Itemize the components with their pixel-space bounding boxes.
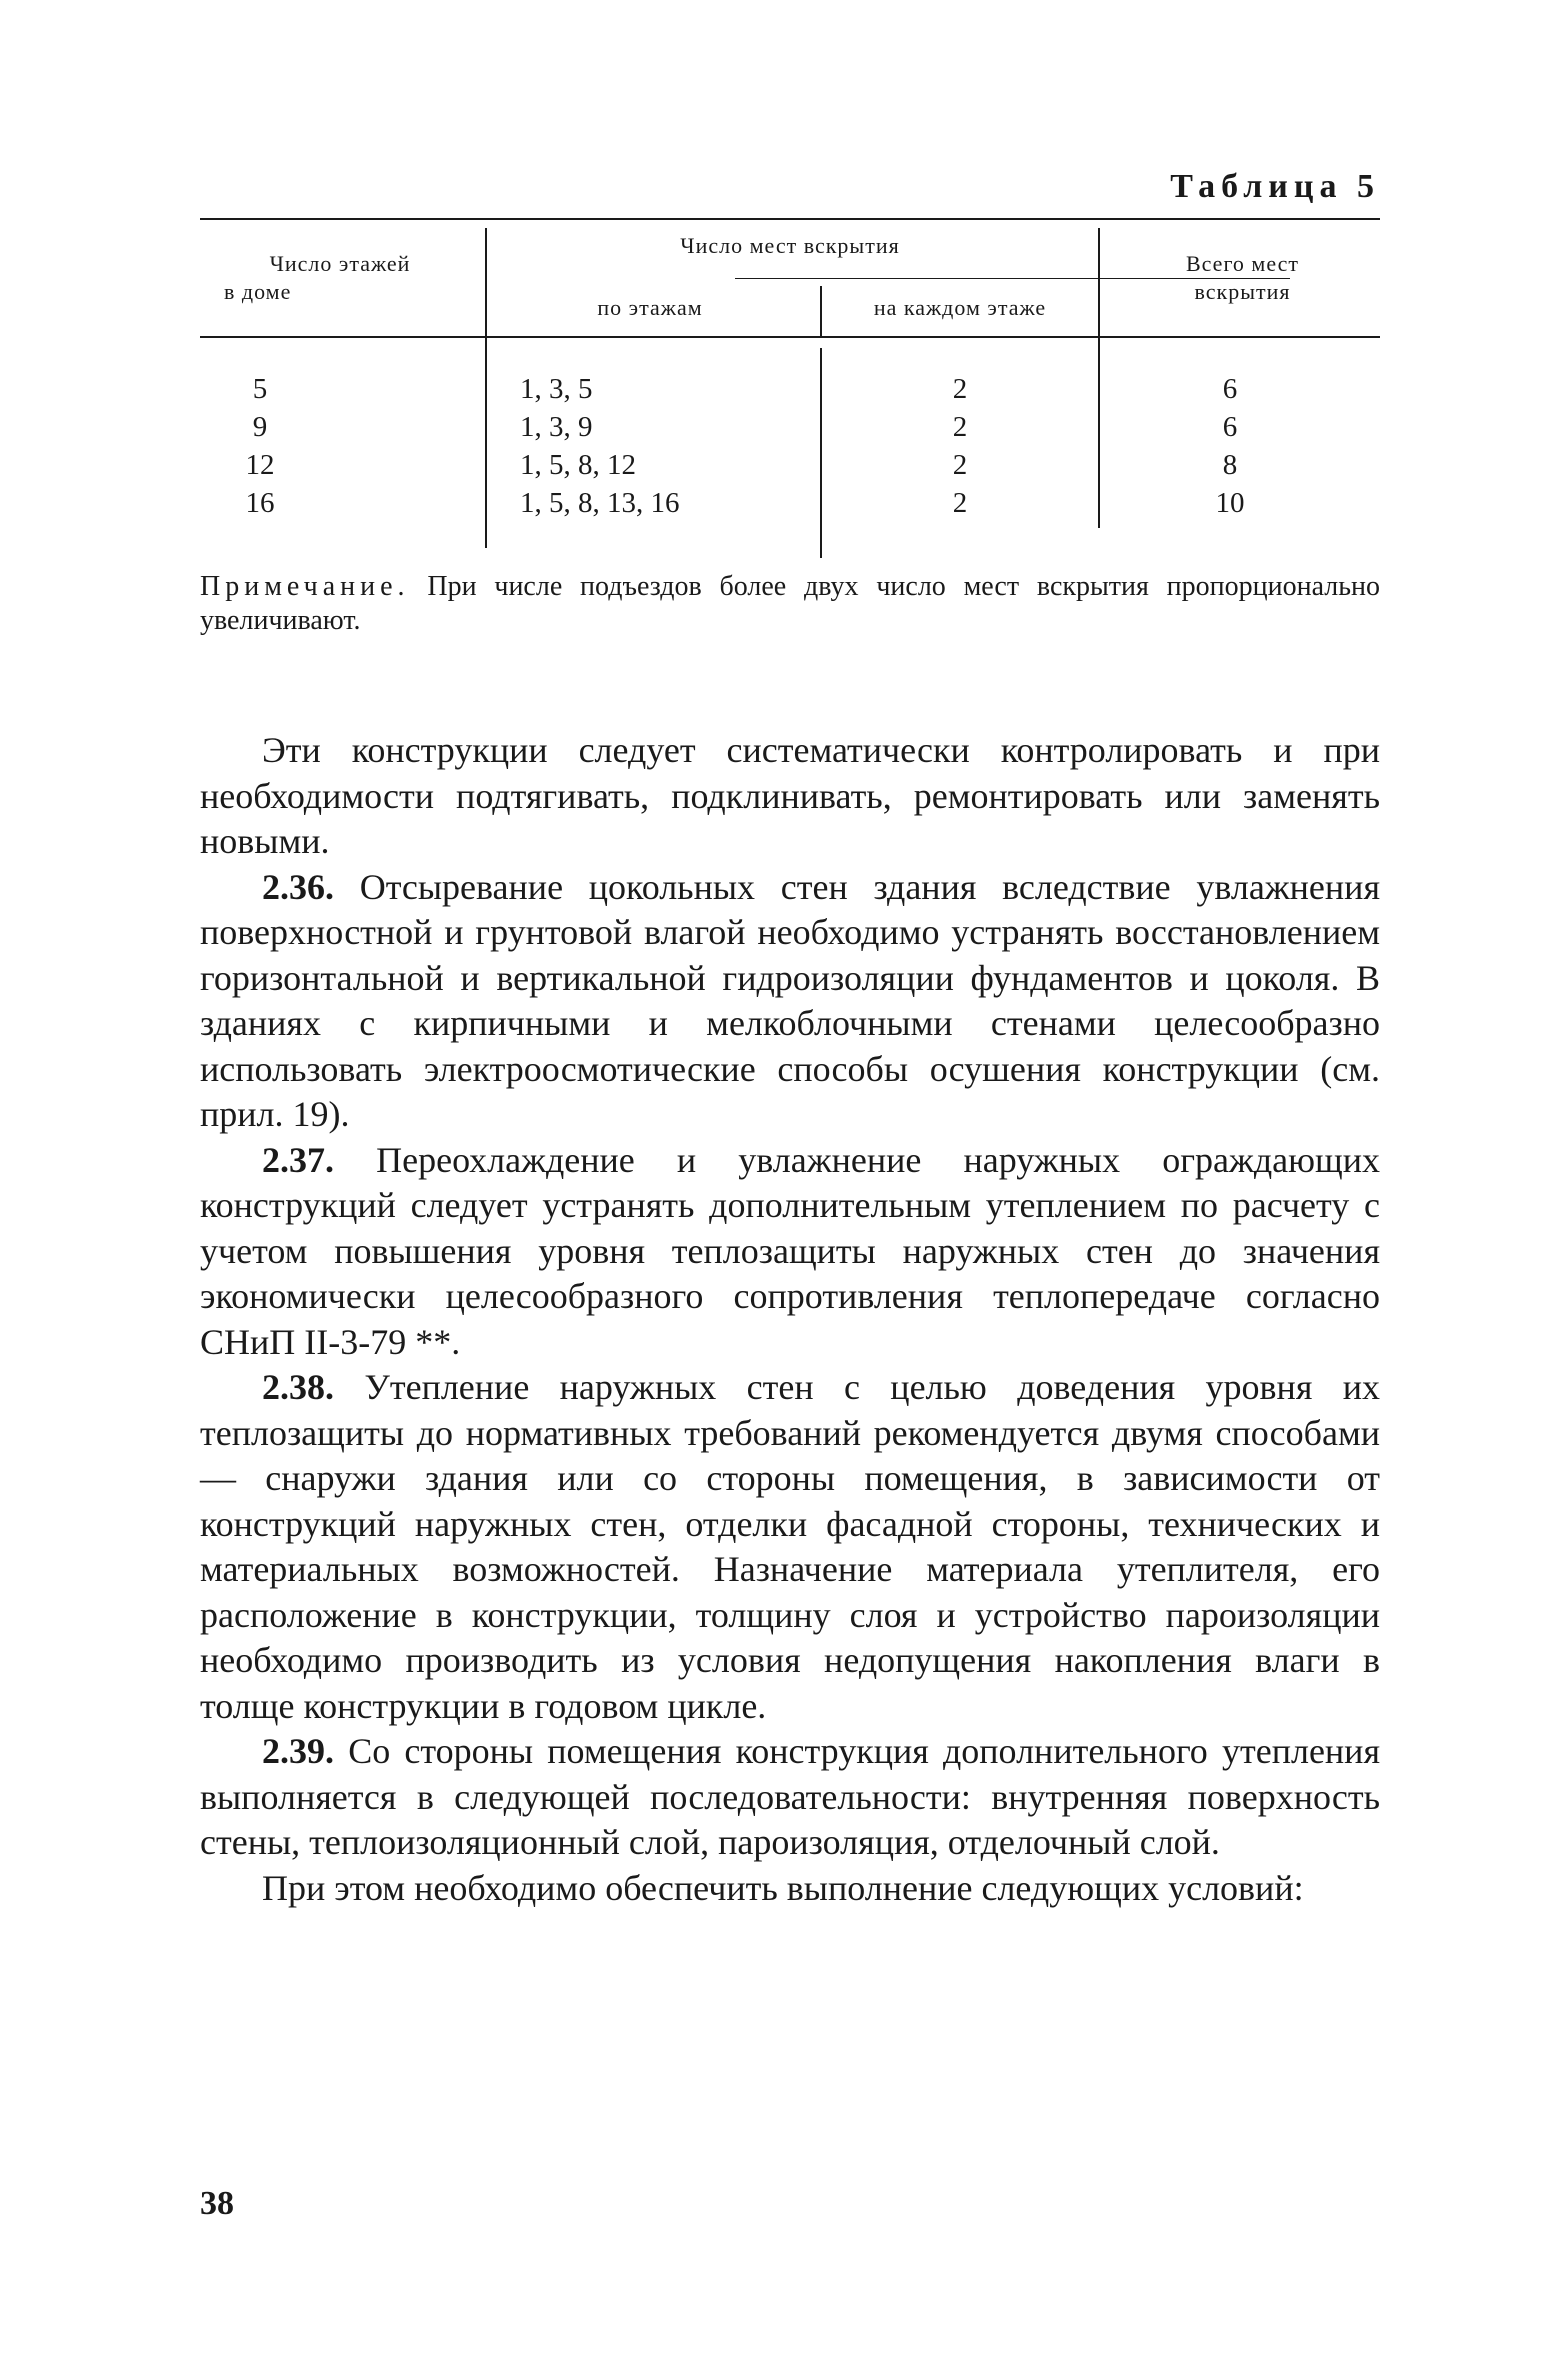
cell-floors: 12 <box>245 449 275 481</box>
paragraph-text: При этом необходимо обеспечить выполнение следующих условий: <box>262 1867 1304 1908</box>
paragraph-text: Утепление наружных стен с целью доведения уровня их теплозащиты до нормативных требований рекомендуется двумя способами — снаружи здания или со стороны помещения, в зависимости от конструкций наружных стен, отделки фасадной стороны, технических и материальных возможностей. Назначение материала утеплителя, его расположение в конструкции, толщину слоя и устройство пароизоляции необходимо производить из условия недопущения накопления влаги в толще конструкции в годовом цикле. <box>200 1367 1381 1726</box>
cell-each-floor: 2 <box>952 449 968 481</box>
data-table <box>200 218 1380 558</box>
table-top-rule <box>200 218 1380 220</box>
cell-by-floors: 1, 3, 9 <box>520 411 593 443</box>
header-openings-group: Число мест вскрытия <box>680 233 900 258</box>
header-each-floor: на каждом этаже <box>873 295 1047 320</box>
col-divider-1 <box>485 228 487 548</box>
paragraph-2-38 <box>200 1365 1380 1729</box>
paragraph-number: 2.39. <box>262 1731 334 1771</box>
paragraph-text: Эти конструкции следует систематически контролировать и при необходимости подтягивать, подклинивать, ремонтировать или заменять новыми. <box>200 730 1380 861</box>
paragraph-number: 2.37. <box>262 1139 334 1180</box>
cell-total: 6 <box>1222 411 1238 443</box>
header-total-line2: вскрытия <box>1194 279 1291 304</box>
header-by-floors: по этажам <box>597 295 703 320</box>
col-divider-2 <box>820 348 822 558</box>
note-text: При числе подъездов более двух число мест вскрытия пропорционально увеличивают. <box>200 571 1380 636</box>
header-total <box>1105 250 1380 306</box>
paragraph-number: 2.36. <box>262 866 334 907</box>
paragraph-text: Переохлаждение и увлажнение наружных ограждающих конструкций следует устранять дополнительным утеплением по расчету с учетом повышения уровня теплозащиты наружных стен до значения экономически целесообразного сопротивления теплопередаче согласно СНиП II-3-79 **. <box>200 1139 1380 1362</box>
cell-total: 10 <box>1215 487 1245 519</box>
paragraph-text: Отсыревание цокольных стен здания вследствие увлажнения поверхностной и грунтовой влагой необходимо устранять восстановлением горизонтальной и вертикальной гидроизоляции фундаментов и цоколя. В зданиях с кирпичными и мелкоблочными стенами целесообразно использовать электроосмотические способы осушения конструкции (см. прил. 19). <box>200 866 1381 1134</box>
header-total-line1: Всего мест <box>1185 251 1300 276</box>
col-by-floors <box>520 370 810 522</box>
paragraph <box>200 1866 1380 1912</box>
cell-each-floor: 2 <box>952 487 968 519</box>
header-bottom-rule <box>200 336 1380 338</box>
body-text <box>200 728 1380 1911</box>
header-floors-line1: Число этажей <box>269 251 411 276</box>
cell-floors: 16 <box>245 487 275 519</box>
paragraph-2-37 <box>200 1138 1380 1366</box>
col-total <box>1180 370 1280 522</box>
cell-by-floors: 1, 5, 8, 13, 16 <box>520 487 680 519</box>
col-divider-3 <box>1098 228 1100 528</box>
cell-total: 8 <box>1222 449 1238 481</box>
col-divider-sub-header <box>820 286 822 336</box>
header-floors <box>200 250 480 306</box>
cell-by-floors: 1, 5, 8, 12 <box>520 449 636 481</box>
page-number: 38 <box>200 2185 234 2222</box>
paragraph-number: 2.38. <box>262 1367 334 1407</box>
note-label: Примечание. <box>200 571 410 602</box>
paragraph-text: Со стороны помещения конструкция дополнительного утепления выполняется в следующей последовательности: внутренняя поверхность стены, теплоизоляционный слой, пароизоляция, отделочный слой. <box>200 1731 1381 1862</box>
cell-total: 6 <box>1222 373 1238 405</box>
paragraph-2-36 <box>200 865 1380 1138</box>
table-note <box>200 570 1380 638</box>
cell-each-floor: 2 <box>952 373 968 405</box>
cell-each-floor: 2 <box>952 411 968 443</box>
header-floors-line2: в доме <box>224 279 292 304</box>
table-caption: Таблица 5 <box>1170 168 1380 205</box>
cell-by-floors: 1, 3, 5 <box>520 373 593 405</box>
paragraph <box>200 728 1380 865</box>
col-each-floor <box>900 370 1020 522</box>
col-floors <box>200 370 320 522</box>
cell-floors: 9 <box>252 411 268 443</box>
paragraph-2-39 <box>200 1729 1380 1866</box>
cell-floors: 5 <box>252 373 268 405</box>
